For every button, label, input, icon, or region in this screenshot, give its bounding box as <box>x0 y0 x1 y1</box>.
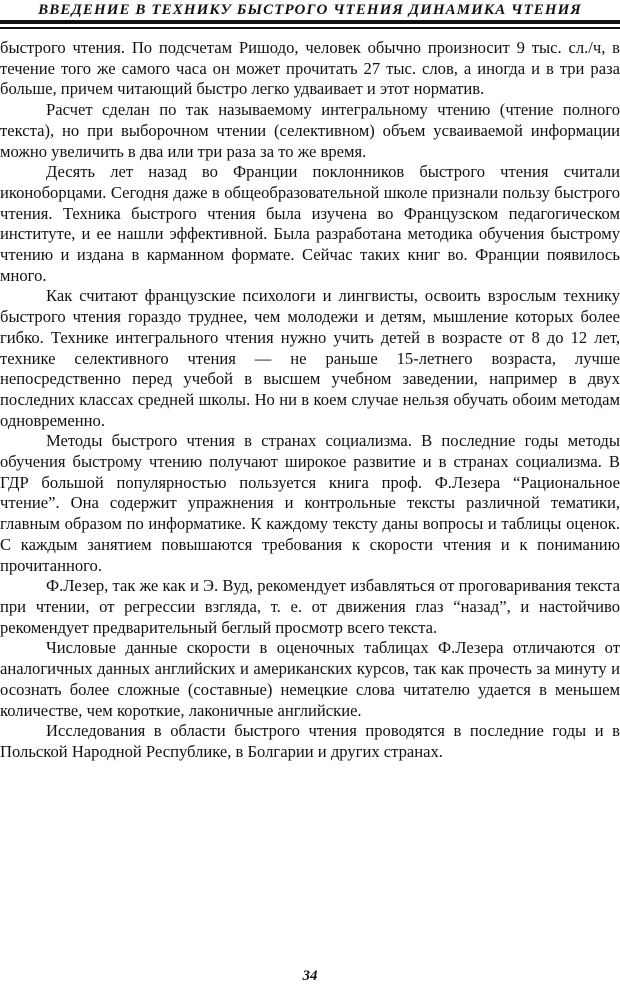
paragraph: Исследования в области быстрого чтения проводятся в последние годы и в Польской Народной Республике, в Болгарии и других странах. <box>0 721 620 761</box>
header-rule-thick <box>0 20 620 24</box>
page-header <box>0 0 620 32</box>
header-rule-thin <box>0 27 620 29</box>
body-text <box>0 38 620 763</box>
paragraph-continuation: быстрого чтения. По подсчетам Ришодо, человек обычно произносит 9 тыс. сл./ч, в течение того же самого часа он может прочитать 27 тыс. слов, а иногда и в три раза больше, причем читающий быстро легко удваивает и этот норматив. <box>0 38 620 99</box>
paragraph: Числовые данные скорости в оценочных таблицах Ф.Лезера отличаются от аналогичных данных английских и американских курсов, так как прочесть за минуту и осознать более сложные (составные) немецкие слова читателю удается в меньшем количестве, чем короткие, лаконичные английские. <box>0 638 620 720</box>
running-head: ВВЕДЕНИЕ В ТЕХНИКУ БЫСТРОГО ЧТЕНИЯ ДИНАМИКА ЧТЕНИЯ <box>38 2 582 18</box>
paragraph: Расчет сделан по так называемому интегральному чтению (чтение полного текста), но при выборочном чтении (селективном) объем усваиваемой информации можно увеличить в два или три раза за то же время. <box>0 100 620 161</box>
page-number: 34 <box>302 968 318 984</box>
paragraph: Десять лет назад во Франции поклонников быстрого чтения считали иконоборцами. Сегодня даже в общеобразовательной школе признали пользу быстрого чтения. Техника быстрого чтения была изучена во Французском педагогическом институте, и ее нашли эффективной. Была разработана методика обучения быстрому чтению и издана в карманном формате. Сейчас таких книг во. Франции появилось много. <box>0 162 620 285</box>
paragraph: Методы быстрого чтения в странах социализма. В последние годы методы обучения быстрому чтению получают широкое развитие и в странах социализма. В ГДР большой популярностью пользуется книга проф. Ф.Лезера “Рациональное чтение”. Она содержит упражнения и контрольные тексты различной тематики, главным образом по информатике. К каждому тексту даны вопросы и таблицы оценок. С каждым занятием повышаются требования к скорости чтения и к пониманию прочитанного. <box>0 431 620 575</box>
paragraph: Ф.Лезер, так же как и Э. Вуд, рекомендует избавляться от проговаривания текста при чтении, от регрессии взгляда, т. е. от движения глаз “назад”, и настойчиво рекомендует предварительный беглый просмотр всего текста. <box>0 576 620 637</box>
paragraph: Как считают французские психологи и лингвисты, освоить взрослым технику быстрого чтения гораздо труднее, чем молодежи и детям, мышление которых более гибко. Технике интегрального чтения нужно учить детей в возрасте от 8 до 12 лет, технике селективного чтения — не раньше 15-летнего возраста, лучше непосредственно перед учебой в высшем учебном заведении, например в двух последних классах средней школы. Но ни в коем случае нельзя обучать обоим методам одновременно. <box>0 286 620 430</box>
